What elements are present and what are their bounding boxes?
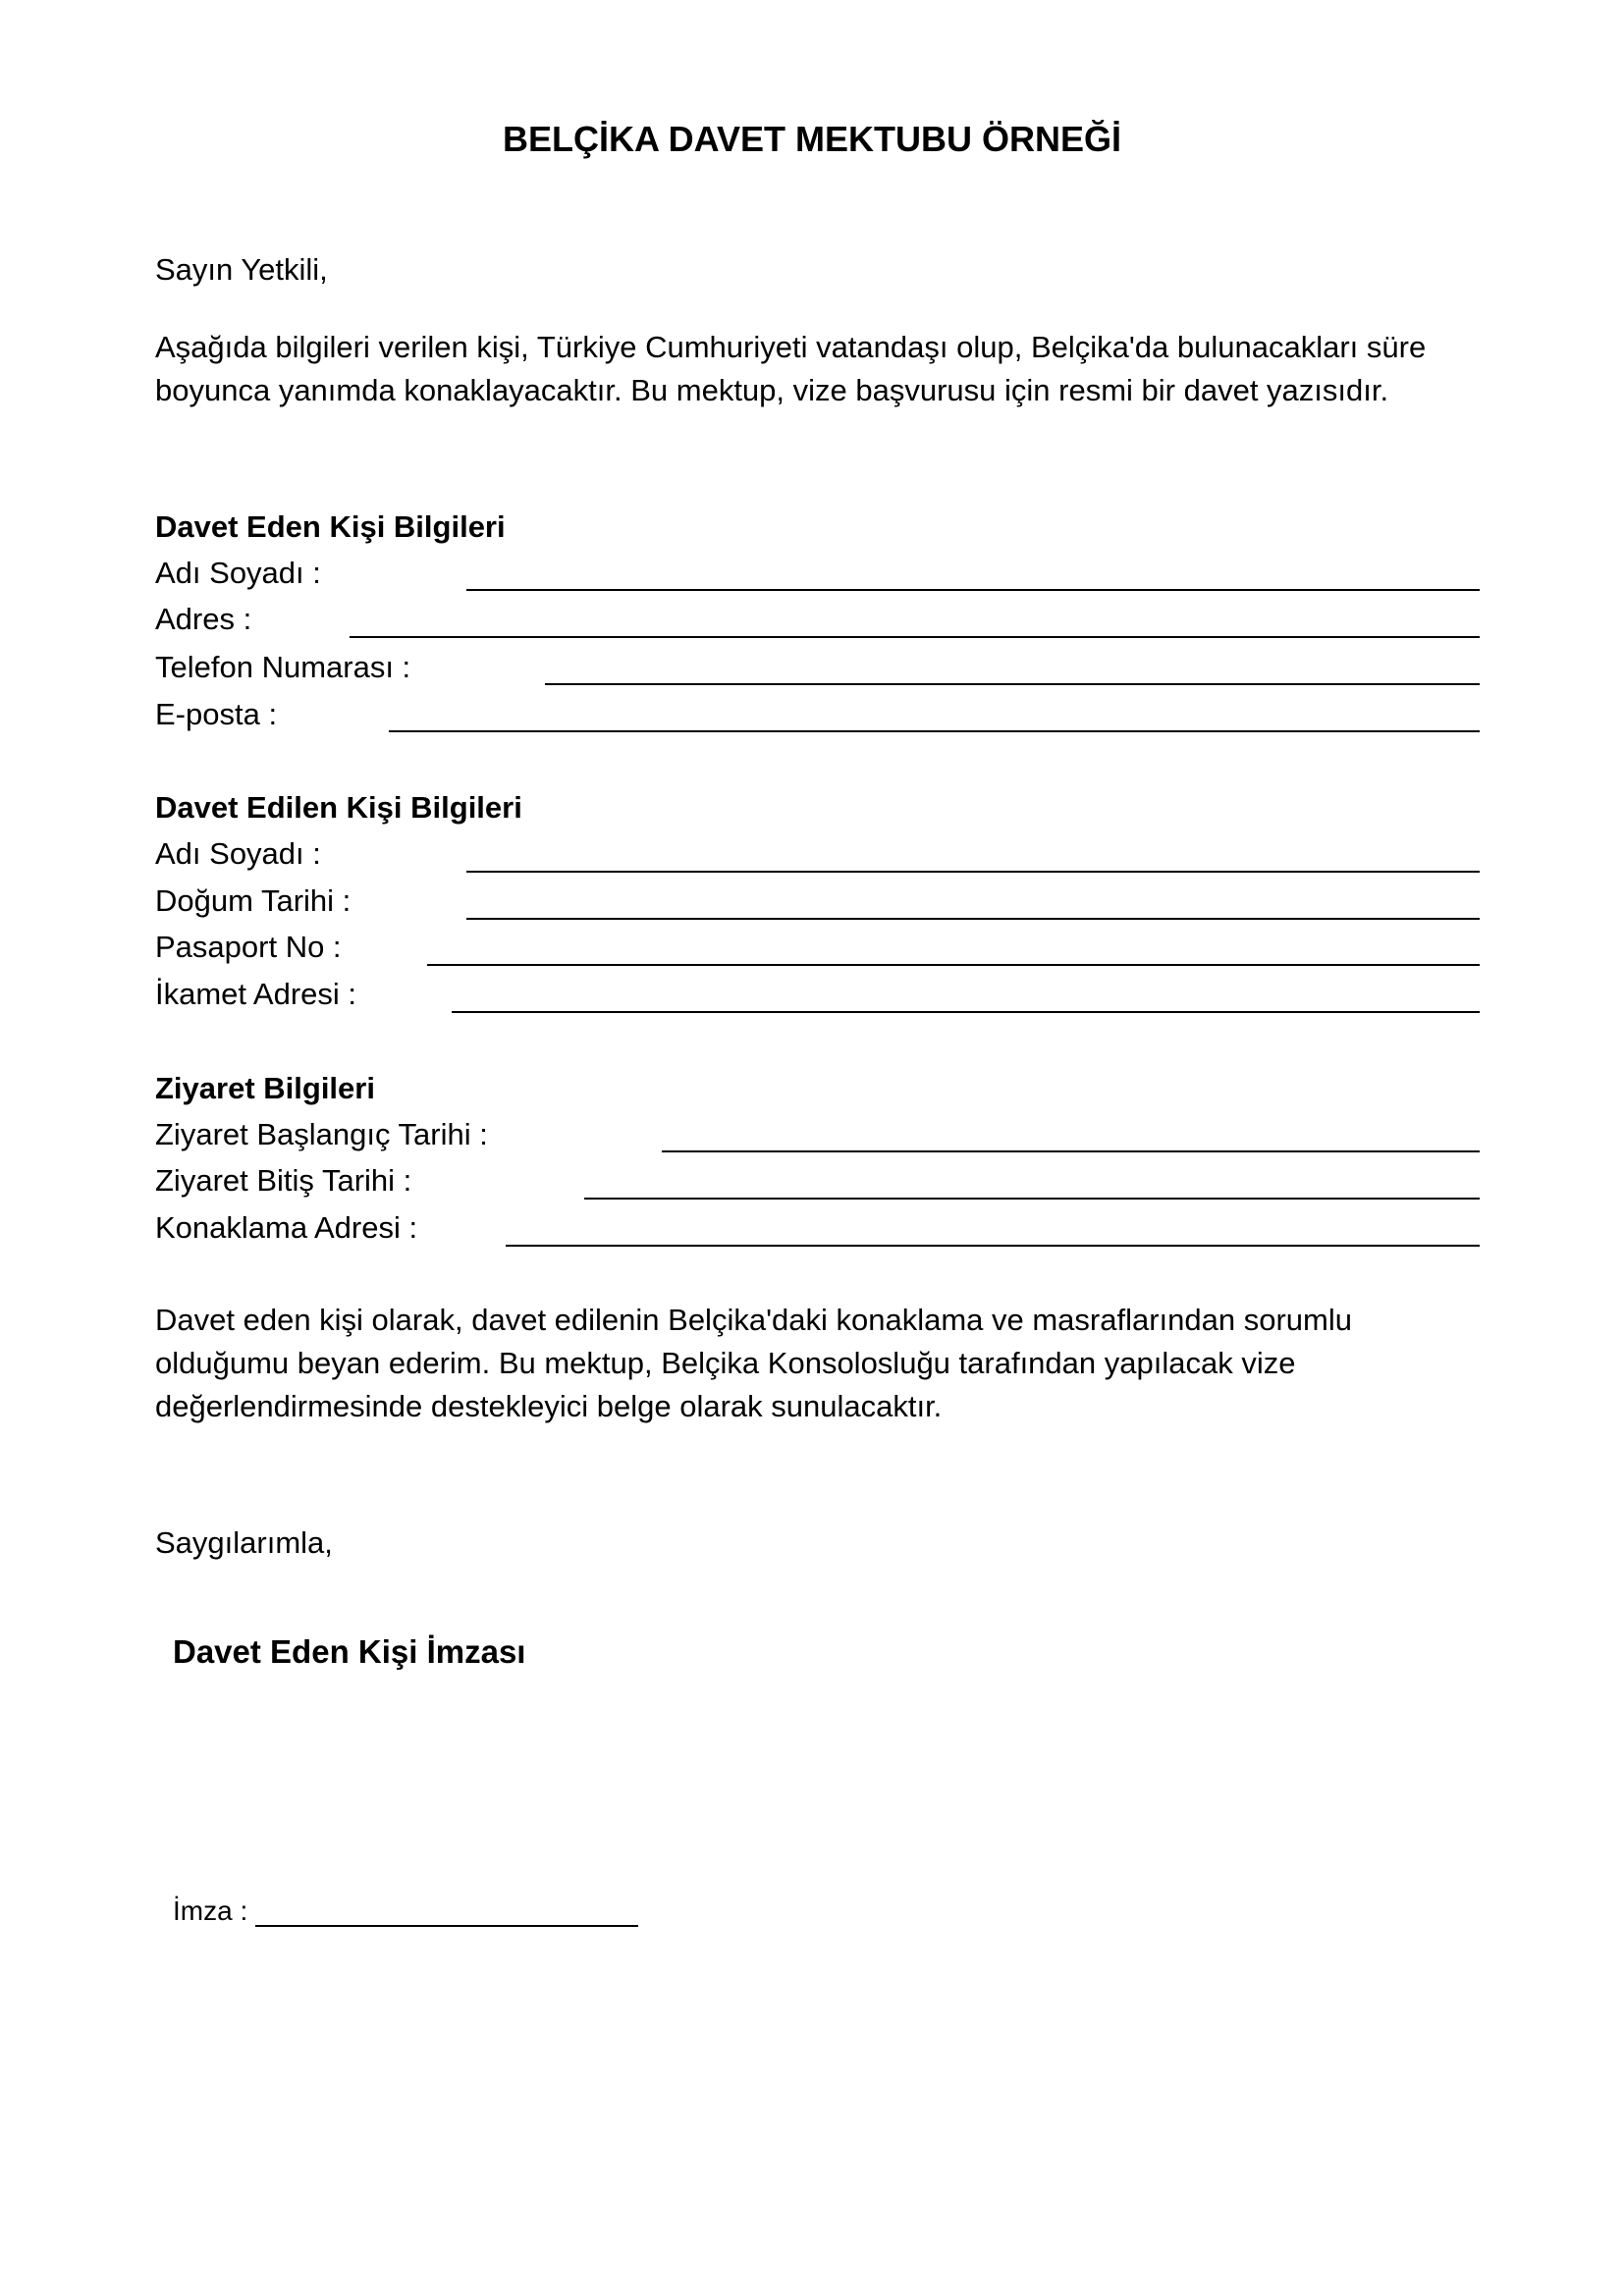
intro-line: Aşağıda bilgileri verilen kişi, Türkiye Cumhuriyeti vatandaşı olup, Belçika'da bulunacakları süre — [155, 330, 1427, 364]
inviter-section-heading: Davet Eden Kişi Bilgileri — [155, 509, 506, 544]
visit-end-line[interactable] — [584, 1198, 1480, 1200]
inviter-phone-line[interactable] — [545, 683, 1480, 685]
visit-start-line[interactable] — [662, 1150, 1480, 1152]
invitee-passport-label: Pasaport No : — [155, 930, 342, 964]
signature-line[interactable] — [255, 1925, 638, 1927]
invitee-residence-line[interactable] — [452, 1011, 1480, 1013]
invitee-passport-line[interactable] — [427, 964, 1480, 966]
signature-label: İmza : — [173, 1896, 248, 1926]
declaration-paragraph — [155, 1299, 1481, 1428]
declaration-line: Davet eden kişi olarak, davet edilenin Belçika'daki konaklama ve masraflarından sorumlu — [155, 1303, 1352, 1337]
document-title: BELÇİKA DAVET MEKTUBU ÖRNEĞİ — [503, 119, 1121, 159]
inviter-address-label: Adres : — [155, 602, 252, 636]
intro-paragraph — [155, 326, 1481, 412]
accommodation-address-label: Konaklama Adresi : — [155, 1210, 418, 1245]
signature-heading: Davet Eden Kişi İmzası — [173, 1633, 526, 1670]
invitee-name-line[interactable] — [466, 871, 1480, 873]
invitee-name-label: Adı Soyadı : — [155, 836, 321, 871]
salutation: Sayın Yetkili, — [155, 252, 328, 287]
visit-end-label: Ziyaret Bitiş Tarihi : — [155, 1163, 412, 1198]
declaration-line: değerlendirmesinde destekleyici belge olarak sunulacaktır. — [155, 1389, 943, 1423]
intro-line: boyunca yanımda konaklayacaktır. Bu mektup, vize başvurusu için resmi bir davet yazısıdır. — [155, 373, 1389, 407]
closing: Saygılarımla, — [155, 1525, 333, 1560]
visit-start-label: Ziyaret Başlangıç Tarihi : — [155, 1117, 488, 1151]
inviter-name-label: Adı Soyadı : — [155, 556, 321, 590]
invitee-residence-label: İkamet Adresi : — [155, 977, 357, 1011]
invitee-birthdate-line[interactable] — [466, 918, 1480, 920]
inviter-name-line[interactable] — [466, 589, 1480, 591]
inviter-phone-label: Telefon Numarası : — [155, 650, 411, 684]
visit-section-heading: Ziyaret Bilgileri — [155, 1071, 375, 1105]
invitee-section-heading: Davet Edilen Kişi Bilgileri — [155, 790, 522, 825]
invitee-birthdate-label: Doğum Tarihi : — [155, 883, 352, 918]
accommodation-address-line[interactable] — [506, 1245, 1480, 1247]
inviter-email-label: E-posta : — [155, 697, 278, 731]
inviter-email-line[interactable] — [389, 730, 1480, 732]
declaration-line: olduğumu beyan ederim. Bu mektup, Belçika Konsolosluğu tarafından yapılacak vize — [155, 1346, 1296, 1380]
inviter-address-line[interactable] — [350, 636, 1480, 638]
